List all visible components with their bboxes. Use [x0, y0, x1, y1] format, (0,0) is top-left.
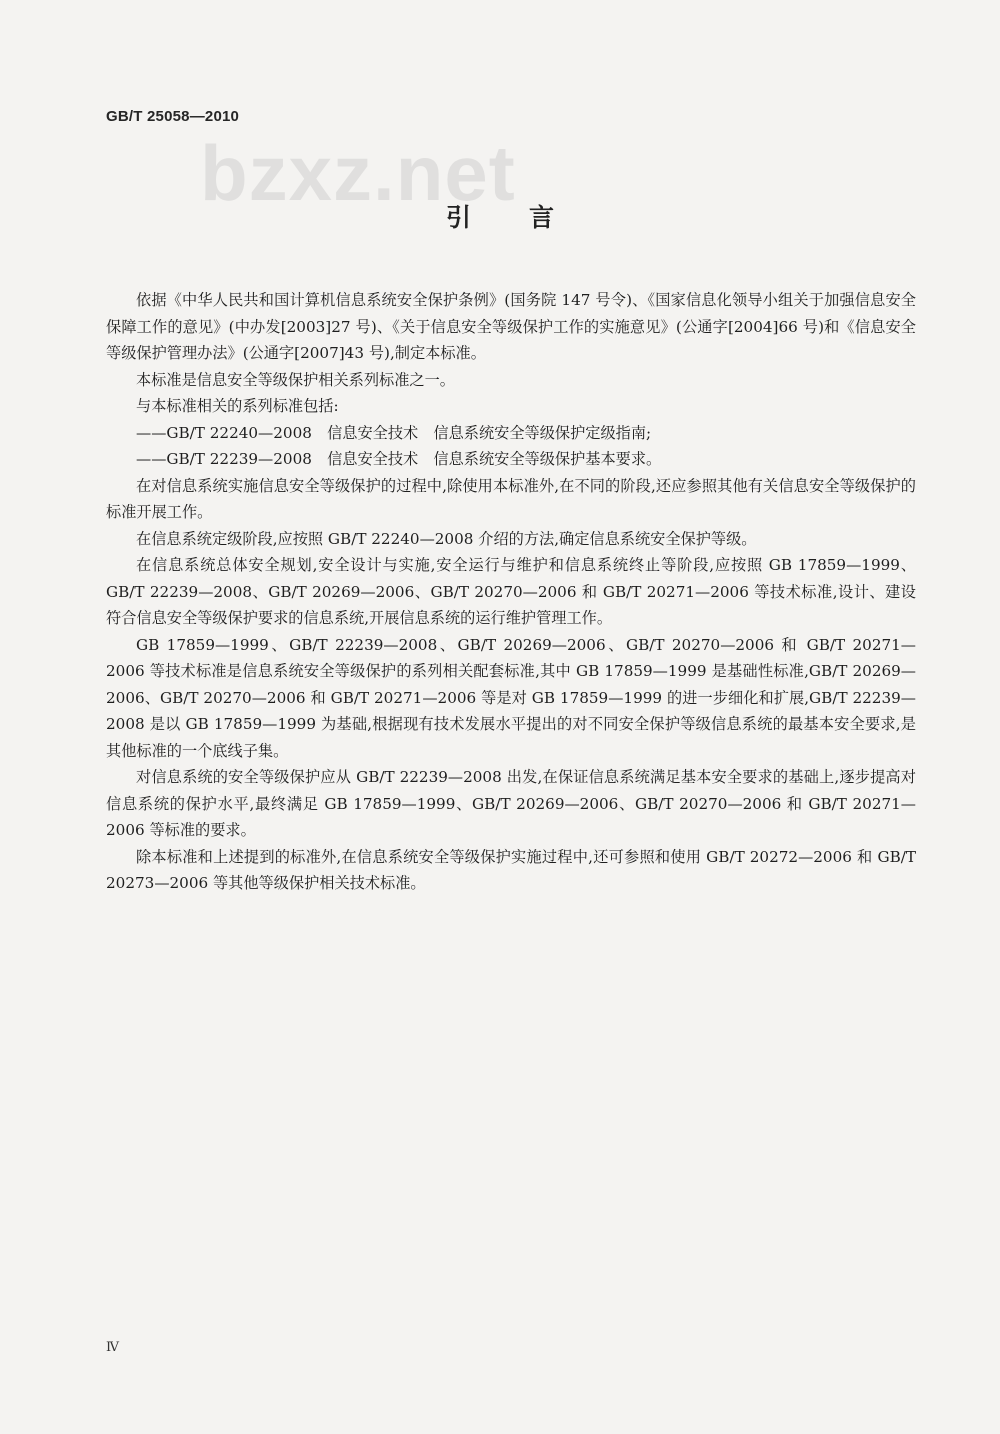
- list-item-gbt22240: ——GB/T 22240—2008 信息安全技术 信息系统安全等级保护定级指南;: [136, 423, 652, 442]
- paragraph-standards-relation: GB 17859—1999、GB/T 22239—2008、GB/T 20269—2006、GB/T 20270—2006 和 GB/T 20271—2006 等技术标准是信息系统安全等级保护的系列相关配套标准,其中 GB 17859—1999 是基础性标准,GB/T 20269—2006、GB/T 20270—2006 和 GB/T 20271—2006 等是对 GB 17859—1999 的进一步细化和扩展,GB/T 22239—2008 是以 GB 17859—1999 为基础,根据现有技术发展水平提出的对不同安全保护等级信息系统的最基本安全要求,是其他标准的一个底线子集。: [106, 635, 916, 760]
- page-number: Ⅳ: [106, 1340, 119, 1355]
- paragraph-baseline: 对信息系统的安全等级保护应从 GB/T 22239—2008 出发,在保证信息系统满足基本安全要求的基础上,逐步提高对信息系统的保护水平,最终满足 GB 17859—1999、GB/T 20269—2006、GB/T 20270—2006 和 GB/T 20271—2006 等标准的要求。: [106, 768, 916, 839]
- watermark: bzxz.net: [200, 129, 516, 217]
- paragraph-basis: 依据《中华人民共和国计算机信息系统安全保护条例》(国务院 147 号令)、《国家信息化领导小组关于加强信息安全保障工作的意见》(中办发[2003]27 号)、《关于信息安全等级保护工作的实施意见》(公通字[2004]66 号)和《信息安全等级保护管理办法》(公通字[2007]43 号),制定本标准。: [106, 291, 916, 362]
- paragraph-process: 在对信息系统实施信息安全等级保护的过程中,除使用本标准外,在不同的阶段,还应参照其他有关信息安全等级保护的标准开展工作。: [106, 476, 916, 521]
- paragraph-grading: 在信息系统定级阶段,应按照 GB/T 22240—2008 介绍的方法,确定信息系统安全保护等级。: [136, 529, 757, 548]
- paragraph-planning: 在信息系统总体安全规划,安全设计与实施,安全运行与维护和信息系统终止等阶段,应按照 GB 17859—1999、GB/T 22239—2008、GB/T 20269—2006、GB/T 20270—2006 和 GB/T 20271—2006 等技术标准,设计、建设符合信息安全等级保护要求的信息系统,开展信息系统的运行维护管理工作。: [106, 556, 916, 627]
- paragraph-related-intro: 与本标准相关的系列标准包括:: [136, 397, 339, 415]
- standard-code: GB/T 25058—2010: [106, 108, 240, 125]
- list-item-gbt22239: ——GB/T 22239—2008 信息安全技术 信息系统安全等级保护基本要求。: [136, 450, 662, 468]
- paragraph-other-standards: 除本标准和上述提到的标准外,在信息系统安全等级保护实施过程中,还可参照和使用 GB/T 20272—2006 和 GB/T 20273—2006 等其他等级保护相关技术标准。: [106, 847, 916, 892]
- paragraph-series: 本标准是信息安全等级保护相关系列标准之一。: [136, 370, 455, 389]
- document-body: [106, 287, 916, 897]
- page-title: 引言: [445, 203, 612, 232]
